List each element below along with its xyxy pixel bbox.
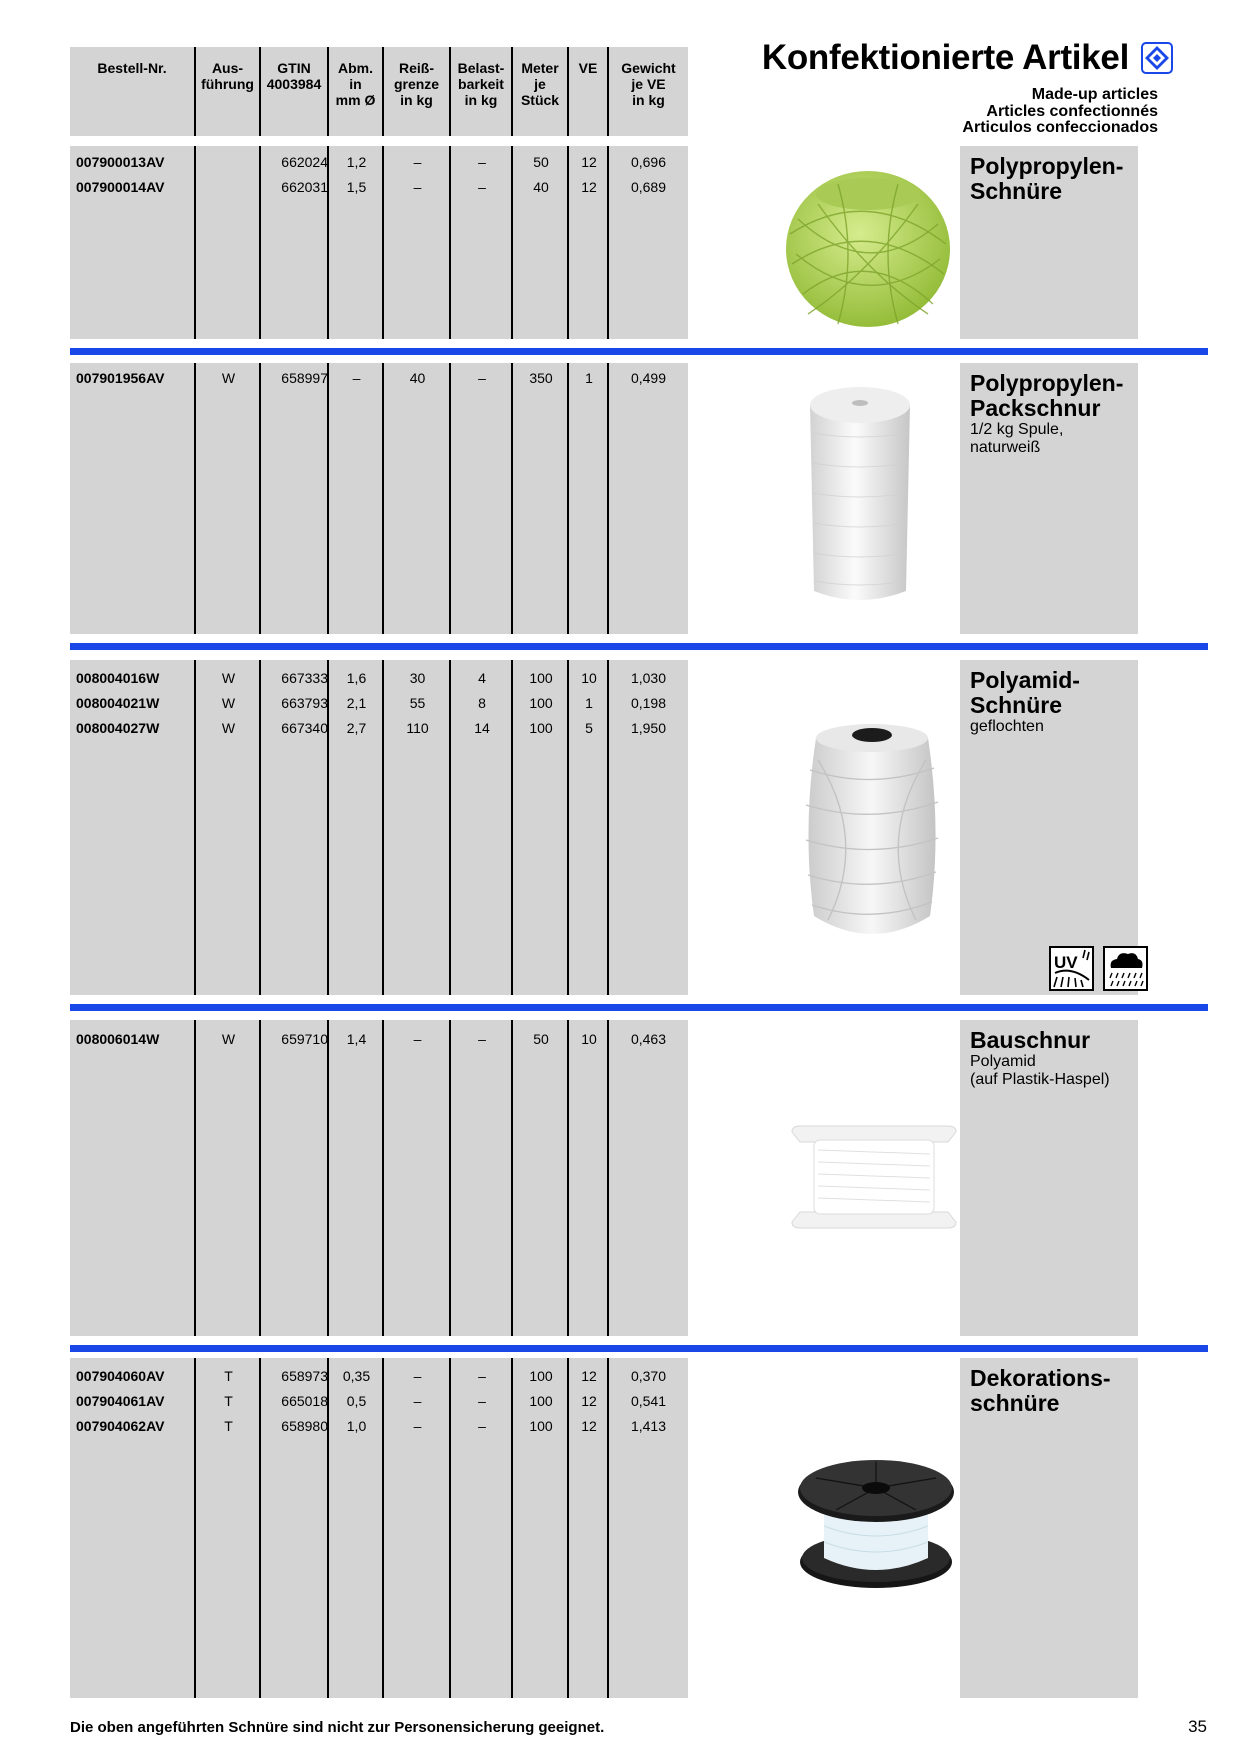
version: T (224, 1368, 233, 1384)
order-number: 007904061AV (76, 1393, 165, 1409)
meters: 100 (529, 670, 553, 686)
gtin: 658997 (281, 370, 328, 386)
version: T (224, 1393, 233, 1409)
meters: 50 (533, 154, 549, 170)
weight: 1,413 (630, 1418, 667, 1434)
gtin: 662031 (281, 179, 328, 195)
load-capacity: 8 (478, 695, 486, 711)
order-number: 007900014AV (76, 179, 165, 195)
packaging-unit: 12 (581, 154, 597, 170)
load-capacity: – (478, 370, 486, 386)
weight: 0,499 (630, 370, 667, 386)
load-capacity: 14 (474, 720, 490, 736)
column-header-weight: Gewicht je VE in kg (621, 60, 676, 108)
table-header (70, 47, 688, 136)
order-number: 008004016W (76, 670, 160, 686)
meters: 100 (529, 1368, 553, 1384)
dimension: 1,2 (346, 154, 367, 170)
meters: 100 (529, 1393, 553, 1409)
breaking-load: 30 (409, 670, 426, 686)
load-capacity: – (478, 154, 486, 170)
section-divider (70, 1345, 1208, 1352)
packaging-unit: 12 (581, 1393, 597, 1409)
gtin: 665018 (281, 1393, 328, 1409)
brand-logo-icon (1141, 42, 1173, 74)
breaking-load: – (413, 1031, 422, 1047)
section-table (70, 1358, 688, 1698)
product-photo-white-packing-spool (800, 383, 920, 611)
order-number: 008004027W (76, 720, 160, 736)
packaging-unit: 10 (581, 1031, 597, 1047)
breaking-load: – (413, 1418, 422, 1434)
load-capacity: 4 (478, 670, 486, 686)
section-table (70, 146, 688, 339)
order-number: 007904062AV (76, 1418, 165, 1434)
uv-icon-label: UV (1054, 953, 1078, 972)
packaging-unit: 1 (585, 370, 593, 386)
meters: 100 (529, 695, 553, 711)
dimension: 2,7 (346, 720, 367, 736)
load-capacity: – (478, 1031, 486, 1047)
column-header-packaging-unit: VE (569, 47, 609, 136)
product-name: Polypropylen- Packschnur (970, 370, 1124, 421)
table-row (70, 366, 688, 391)
gtin: 658980 (281, 1418, 328, 1434)
table-row (70, 1027, 688, 1052)
product-photo-plastic-reel (788, 1124, 960, 1230)
weight: 0,689 (630, 179, 667, 195)
dimension: – (352, 370, 361, 386)
meters: 50 (533, 1031, 549, 1047)
load-capacity: – (478, 1368, 486, 1384)
dimension: 0,5 (346, 1393, 367, 1409)
product-description: Polyamid (auf Plastik-Haspel) (970, 1053, 1110, 1088)
product-name: Polyamid- Schnüre (970, 667, 1080, 718)
version: W (221, 670, 236, 686)
section-divider (70, 1004, 1208, 1011)
product-name: Dekorations- schnüre (970, 1365, 1111, 1416)
section-label-polypropylene-cords (960, 146, 1138, 339)
meters: 100 (529, 1418, 553, 1434)
product-name: Polypropylen- Schnüre (970, 153, 1124, 204)
column-header-meters: Meter je Stück (513, 47, 569, 136)
column-header-load-capacity: Belast- barkeit in kg (451, 47, 513, 136)
section-table (70, 363, 688, 634)
column-header-gtin: GTIN 4003984 (261, 47, 329, 136)
packaging-unit: 12 (581, 1418, 597, 1434)
column-header-dimension: Abm. in mm Ø (329, 47, 384, 136)
section-table (70, 1020, 688, 1336)
version: W (221, 695, 236, 711)
table-row (70, 666, 688, 691)
packaging-unit: 12 (581, 179, 597, 195)
meters: 40 (533, 179, 549, 195)
table-row (70, 150, 688, 175)
gtin: 662024 (281, 154, 328, 170)
column-header-breaking-load: Reiß- grenze in kg (384, 47, 451, 136)
order-number: 007904060AV (76, 1368, 165, 1384)
section-divider (70, 643, 1208, 650)
section-label-builders-line (960, 1020, 1138, 1336)
version: W (221, 1031, 236, 1047)
weight: 0,541 (630, 1393, 667, 1409)
breaking-load: 110 (406, 720, 429, 736)
gtin: 658973 (281, 1368, 328, 1384)
weight: 1,950 (630, 720, 667, 736)
order-number: 008006014W (76, 1031, 160, 1047)
weather-resistant-icon (1103, 946, 1148, 991)
packaging-unit: 1 (585, 695, 593, 711)
weight: 0,370 (630, 1368, 667, 1384)
section-divider (70, 348, 1208, 355)
dimension: 2,1 (346, 695, 367, 711)
page-number: 35 (1188, 1717, 1207, 1736)
footnote: Die oben angeführten Schnüre sind nicht zur Personensicherung geeignet. (70, 1719, 605, 1736)
product-photo-white-braided-spool (798, 720, 946, 942)
breaking-load: – (413, 154, 422, 170)
product-photo-black-reel-clear-cord (796, 1458, 956, 1590)
packaging-unit: 5 (585, 720, 593, 736)
load-capacity: – (478, 1418, 486, 1434)
subtitle-french: Articles confectionnés (986, 102, 1158, 120)
section-label-polypropylene-packing-cord (960, 363, 1138, 634)
order-number: 007900013AV (76, 154, 165, 170)
column-header-version: Aus- führung (196, 47, 261, 136)
version: T (224, 1418, 233, 1434)
gtin: 663793 (281, 695, 328, 711)
table-row (70, 1414, 688, 1439)
gtin: 659710 (281, 1031, 328, 1047)
uv-resistant-icon (1049, 946, 1094, 991)
version: W (221, 370, 236, 386)
dimension: 1,0 (346, 1418, 367, 1434)
breaking-load: 55 (409, 695, 426, 711)
product-photo-green-twine-ball (778, 164, 958, 334)
packaging-unit: 12 (581, 1368, 597, 1384)
weight: 0,696 (630, 154, 667, 170)
breaking-load: 40 (409, 370, 426, 386)
table-row (70, 1364, 688, 1389)
breaking-load: – (413, 1368, 422, 1384)
dimension: 1,6 (346, 670, 367, 686)
gtin: 667333 (281, 670, 328, 686)
subtitle-spanish: Articulos confeccionados (962, 119, 1158, 136)
dimension: 1,4 (346, 1031, 367, 1047)
meters: 100 (529, 720, 553, 736)
dimension: 1,5 (346, 179, 367, 195)
breaking-load: – (413, 1393, 422, 1409)
product-description: geflochten (970, 718, 1044, 735)
breaking-load: – (413, 179, 422, 195)
table-row (70, 1389, 688, 1414)
section-label-decoration-cords (960, 1358, 1138, 1698)
table-row (70, 691, 688, 716)
table-row (70, 175, 688, 200)
gtin: 667340 (281, 720, 328, 736)
page-subtitles (962, 87, 1158, 137)
page-title: Konfektionierte Artikel (761, 38, 1129, 77)
dimension: 0,35 (342, 1368, 371, 1384)
load-capacity: – (478, 1393, 486, 1409)
weight: 0,463 (630, 1031, 667, 1047)
version: W (221, 720, 236, 736)
product-name: Bauschnur (970, 1027, 1091, 1053)
section-table (70, 660, 688, 995)
product-description: 1/2 kg Spule, naturweiß (970, 421, 1064, 456)
order-number: 007901956AV (76, 370, 165, 386)
section-label-polyamide-cords (960, 660, 1138, 995)
page-title-block (762, 38, 1173, 78)
weight: 0,198 (630, 695, 667, 711)
load-capacity: – (478, 179, 486, 195)
subtitle-english: Made-up articles (1031, 86, 1158, 103)
column-header-order-number: Bestell-Nr. (70, 47, 196, 136)
order-number: 008004021W (76, 695, 160, 711)
meters: 350 (529, 370, 553, 386)
weight: 1,030 (630, 670, 667, 686)
table-row (70, 716, 688, 741)
packaging-unit: 10 (581, 670, 597, 686)
